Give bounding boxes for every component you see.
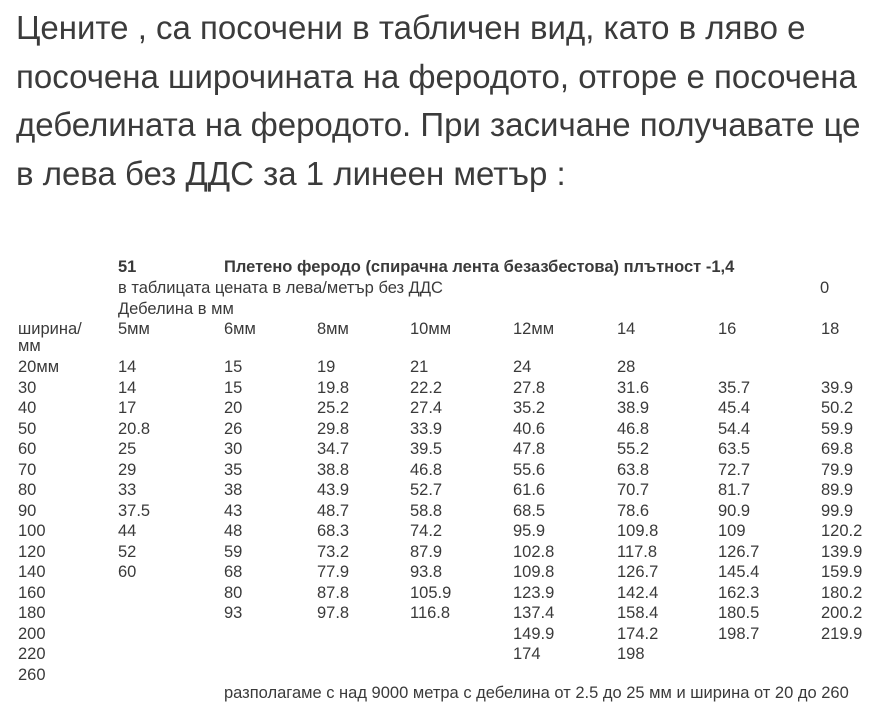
table-cell: 68: [224, 563, 243, 581]
table-cell: 97.8: [317, 604, 350, 622]
table-cell: 63.5: [718, 440, 751, 458]
table-cell: 55.2: [617, 440, 650, 458]
table-cell: 38: [224, 481, 243, 499]
row-width-label: 160: [18, 583, 46, 602]
table-cell: 145.4: [718, 563, 760, 581]
table-cell: 61.6: [513, 481, 546, 499]
table-cell: 19: [317, 358, 336, 376]
intro-line: дебелината на феродото. При засичане получавате це: [16, 106, 861, 143]
table-cell: 47.8: [513, 440, 546, 458]
table-cell: 95.9: [513, 522, 546, 540]
table-cell: 29.8: [317, 419, 350, 438]
table-cell: 73.2: [317, 542, 350, 561]
table-cell: 158.4: [617, 604, 659, 622]
table-cell: 43: [224, 501, 243, 520]
table-cell: 219.9: [821, 624, 863, 643]
table-cell: 123.9: [513, 583, 555, 602]
table-cell: 38.8: [317, 460, 350, 479]
row-width-label: 90: [18, 501, 37, 520]
table-cell: 14: [118, 358, 137, 376]
row-width-label: 40: [18, 399, 37, 417]
table-cell: 43.9: [317, 481, 350, 499]
table-cell: 200.2: [821, 604, 863, 622]
table-cell: 52.7: [410, 481, 443, 499]
table-cell: 105.9: [410, 583, 452, 602]
table-cell: 109: [718, 522, 746, 540]
table-cell: 35: [224, 460, 243, 479]
table-cell: 26: [224, 419, 243, 438]
table-cell: 93: [224, 604, 243, 622]
column-header: 18: [821, 320, 840, 338]
table-cell: 45.4: [718, 399, 751, 417]
table-cell: 74.2: [410, 522, 443, 540]
row-width-label: 60: [18, 440, 37, 458]
column-header: 8мм: [317, 320, 349, 338]
table-cell: 27.8: [513, 378, 546, 397]
table-cell: 25.2: [317, 399, 350, 417]
table-cell: 77.9: [317, 563, 350, 581]
column-header: 10мм: [410, 320, 452, 338]
table-cell: 87.8: [317, 583, 350, 602]
intro-line: в лева без ДДС за 1 линеен метър :: [16, 154, 566, 192]
table-title: Плетено феродо (спирачна лента безазбестова) плътност -1,4: [224, 258, 735, 276]
row-width-label: 80: [18, 481, 37, 499]
table-cell: 39.5: [410, 440, 443, 458]
table-cell: 28: [617, 358, 636, 376]
table-cell: 24: [513, 358, 532, 376]
table-subtitle: в таблицата цената в лева/метър без ДДС: [118, 279, 443, 297]
row-width-label: 260: [18, 665, 46, 684]
table-cell: 90.9: [718, 501, 751, 520]
table-cell: 35.7: [718, 378, 751, 397]
table-cell: 87.9: [410, 542, 443, 561]
table-cell: 180.2: [821, 583, 863, 602]
table-cell: 139.9: [821, 542, 863, 561]
table-cell: 25: [118, 440, 137, 458]
row-width-label: 140: [18, 563, 46, 581]
table-cell: 198.7: [718, 624, 760, 643]
table-cell: 38.9: [617, 399, 650, 417]
table-cell: 72.7: [718, 460, 751, 479]
intro-line: посочена широчината на феродото, отгоре е посочена: [16, 57, 857, 95]
table-cell: 27.4: [410, 399, 443, 417]
row-width-label: 220: [18, 645, 46, 663]
table-right-mark: 0: [820, 279, 830, 297]
table-cell: 80: [224, 583, 243, 602]
table-cell: 15: [224, 378, 243, 397]
table-cell: 116.8: [410, 604, 451, 622]
table-cell: 68.5: [513, 501, 546, 520]
table-code: 51: [118, 258, 137, 276]
table-cell: 33.9: [410, 419, 443, 438]
table-cell: 79.9: [821, 460, 854, 479]
table-cell: 30: [224, 440, 243, 458]
table-cell: 21: [410, 358, 429, 376]
column-header: 6мм: [224, 320, 256, 338]
table-cell: 137.4: [513, 604, 555, 622]
table-cell: 117.8: [617, 542, 658, 561]
column-header: 12мм: [513, 320, 555, 338]
row-width-label: 70: [18, 460, 37, 479]
table-cell: 46.8: [617, 419, 650, 438]
table-cell: 180.5: [718, 604, 760, 622]
table-footer-note: разполагаме с над 9000 метра с дебелина от 2.5 до 25 мм и ширина от 20 до 260: [224, 684, 849, 702]
table-cell: 14: [118, 378, 137, 397]
table-cell: 46.8: [410, 460, 443, 479]
table-cell: 50.2: [821, 399, 854, 417]
table-cell: 59.9: [821, 419, 854, 438]
table-cell: 40.6: [513, 419, 546, 438]
column-header: 14: [617, 320, 636, 338]
intro-text: [16, 4, 887, 198]
table-cell: 29: [118, 460, 137, 479]
table-cell: 39.9: [821, 378, 854, 397]
column-header: 16: [718, 320, 737, 338]
row-width-label: 200: [18, 624, 46, 643]
table-cell: 60: [118, 563, 137, 581]
table-cell: 142.4: [617, 583, 659, 602]
table-cell: 109.8: [617, 522, 659, 540]
table-cell: 69.8: [821, 440, 854, 458]
table-cell: 48: [224, 522, 243, 540]
table-cell: 198: [617, 645, 645, 663]
table-cell: 20: [224, 399, 243, 417]
table-cell: 52: [118, 542, 137, 561]
table-cell: 174.2: [617, 624, 659, 643]
row-width-label: 30: [18, 378, 37, 397]
table-cell: 33: [118, 481, 137, 499]
table-cell: 126.7: [617, 563, 659, 581]
width-label: ширина/: [18, 320, 82, 338]
table-cell: 55.6: [513, 460, 546, 479]
table-cell: 58.8: [410, 501, 443, 520]
table-cell: 120.2: [821, 522, 863, 540]
table-cell: 149.9: [513, 624, 555, 643]
table-cell: 159.9: [821, 563, 863, 581]
table-cell: 35.2: [513, 399, 546, 417]
table-cell: 34.7: [317, 440, 350, 458]
table-cell: 126.7: [718, 542, 760, 561]
table-cell: 102.8: [513, 542, 555, 561]
table-cell: 48.7: [317, 501, 350, 520]
table-cell: 109.8: [513, 563, 555, 581]
table-cell: 81.7: [718, 481, 751, 499]
table-cell: 37.5: [118, 501, 151, 520]
table-cell: 99.9: [821, 501, 854, 520]
table-cell: 44: [118, 522, 137, 540]
row-width-label: 100: [18, 522, 46, 540]
table-cell: 20.8: [118, 419, 151, 438]
row-width-label: 20мм: [18, 358, 60, 376]
table-cell: 162.3: [718, 583, 760, 602]
table-cell: 15: [224, 358, 243, 376]
row-width-label: 180: [18, 604, 46, 622]
table-cell: 54.4: [718, 419, 751, 438]
table-cell: 59: [224, 542, 243, 561]
table-cell: 17: [118, 399, 137, 417]
table-cell: 89.9: [821, 481, 854, 499]
table-cell: 68.3: [317, 522, 350, 540]
table-cell: 78.6: [617, 501, 650, 520]
table-cell: 19.8: [317, 378, 350, 397]
table-cell: 174: [513, 645, 541, 663]
width-label-unit: мм: [18, 337, 41, 355]
table-cell: 31.6: [617, 378, 650, 397]
table-cell: 70.7: [617, 481, 650, 499]
table-cell: 93.8: [410, 563, 443, 581]
row-width-label: 50: [18, 419, 37, 438]
row-width-label: 120: [18, 542, 46, 561]
table-cell: 63.8: [617, 460, 650, 479]
thickness-label: Дебелина в мм: [118, 300, 234, 318]
column-header: 5мм: [118, 320, 150, 338]
table-cell: 22.2: [410, 378, 443, 397]
intro-line: Цените , са посочени в табличен вид, като в ляво е: [16, 9, 806, 46]
